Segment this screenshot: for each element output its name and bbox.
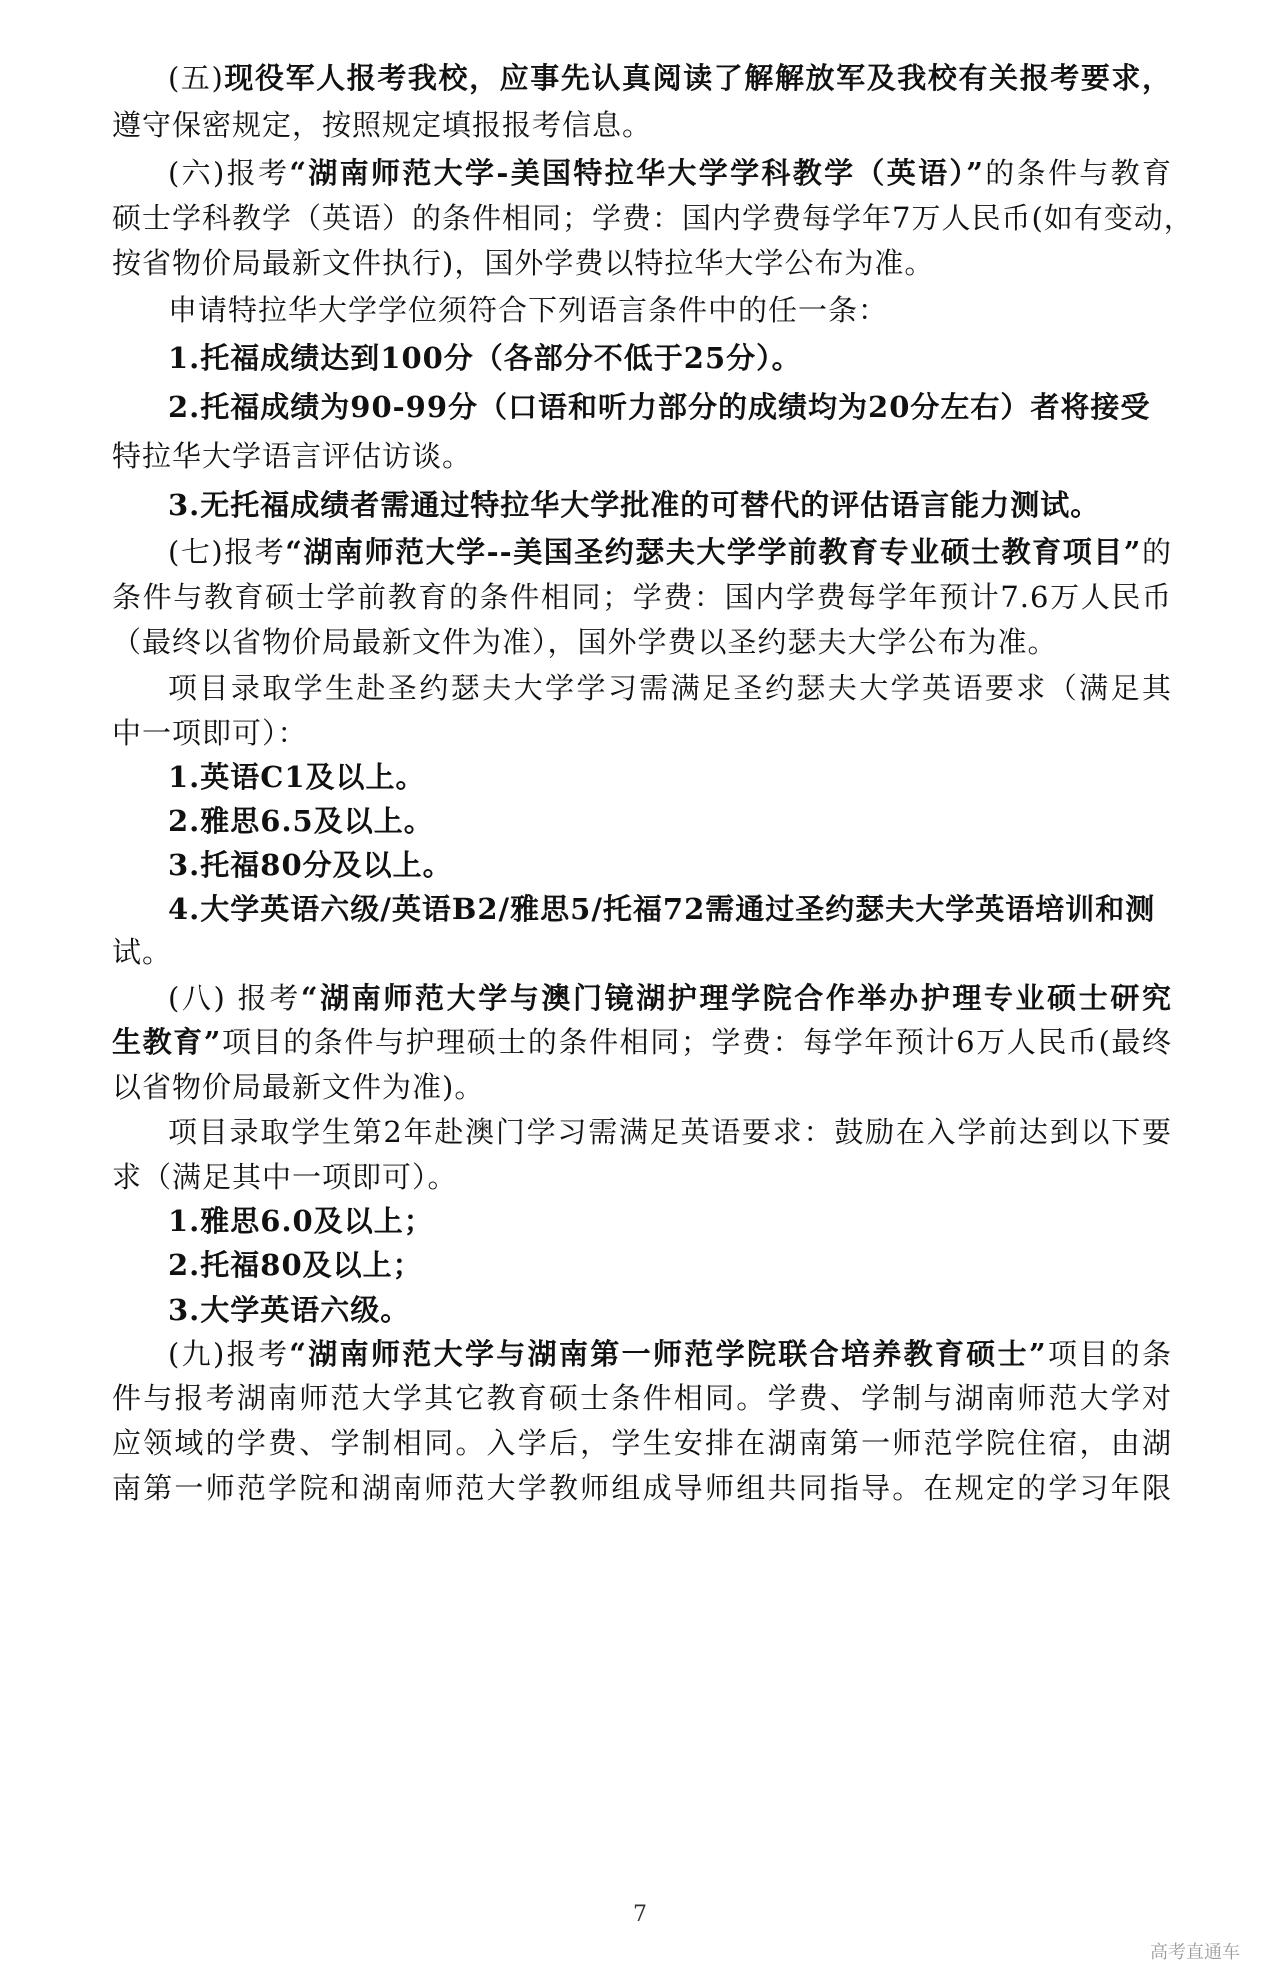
- toefl-item-2-line-1: 2.托福成绩为90-99分（口语和听力部分的成绩均为20分左右）者将接受: [168, 390, 1151, 424]
- language-requirement-intro: 申请特拉华大学学位须符合下列语言条件中的任一条：: [168, 293, 889, 327]
- paragraph-9-line-1: (九)报考“湖南师范大学与湖南第一师范学院联合培养教育硕士”项目的条: [168, 1337, 1172, 1371]
- st-joseph-item-1: 1.英语C1及以上。: [168, 760, 426, 794]
- st-joseph-item-4-line-1: 4.大学英语六级/英语B2/雅思5/托福72需通过圣约瑟夫大学英语培训和测: [168, 892, 1156, 926]
- paragraph-5-line-1: (五)现役军人报考我校，应事先认真阅读了解解放军及我校有关报考要求，: [168, 61, 1172, 95]
- macau-item-2: 2.托福80及以上；: [168, 1248, 423, 1282]
- toefl-item-1: 1.托福成绩达到100分（各部分不低于25分）。: [168, 341, 802, 375]
- macau-english-line-2: 求（满足其中一项即可）。: [112, 1160, 458, 1194]
- watermark-text: 高考直通车: [1150, 1942, 1240, 1963]
- paragraph-6-line-2: 硕士学科教学（英语）的条件相同；学费：国内学费每学年7万人民币(如有变动，: [112, 201, 1194, 235]
- paragraph-6-line-1: (六)报考“湖南师范大学-美国特拉华大学学科教学（英语）”的条件与教育: [168, 156, 1172, 190]
- macau-english-line-1: 项目录取学生第2年赴澳门学习需满足英语要求：鼓励在入学前达到以下要: [168, 1115, 1172, 1149]
- paragraph-6-line-3: 按省物价局最新文件执行)，国外学费以特拉华大学公布为准。: [112, 246, 935, 280]
- page-number: 7: [633, 1902, 647, 1927]
- st-joseph-english-line-1: 项目录取学生赴圣约瑟夫大学学习需满足圣约瑟夫大学英语要求（满足其: [168, 671, 1172, 705]
- paragraph-9-line-3: 应领域的学费、学制相同。入学后，学生安排在湖南第一师范学院住宿，由湖: [112, 1426, 1172, 1460]
- paragraph-7-line-2: 条件与教育硕士学前教育的条件相同；学费：国内学费每学年预计7.6万人民币: [112, 580, 1172, 614]
- paragraph-8-line-3: 以省物价局最新文件为准)。: [112, 1070, 485, 1104]
- paragraph-8-line-1: (八) 报考“湖南师范大学与澳门镜湖护理学院合作举办护理专业硕士研究: [168, 981, 1172, 1015]
- st-joseph-english-line-2: 中一项即可）：: [112, 716, 308, 750]
- paragraph-7-line-3: （最终以省物价局最新文件为准），国外学费以圣约瑟夫大学公布为准。: [112, 625, 1058, 659]
- paragraph-9-line-2: 件与报考湖南师范大学其它教育硕士条件相同。学费、学制与湖南师范大学对: [112, 1381, 1172, 1415]
- st-joseph-item-2: 2.雅思6.5及以上。: [168, 804, 434, 838]
- st-joseph-item-3: 3.托福80分及以上。: [168, 848, 453, 882]
- toefl-item-3: 3.无托福成绩者需通过特拉华大学批准的可替代的评估语言能力测试。: [168, 488, 1101, 522]
- macau-item-1: 1.雅思6.0及以上；: [168, 1204, 434, 1238]
- paragraph-5-line-2: 遵守保密规定，按照规定填报报考信息。: [112, 108, 653, 142]
- paragraph-8-line-2: 生教育”项目的条件与护理硕士的条件相同；学费：每学年预计6万人民币(最终: [112, 1025, 1172, 1059]
- toefl-item-2-line-2: 特拉华大学语言评估访谈。: [112, 439, 473, 473]
- macau-item-3: 3.大学英语六级。: [168, 1293, 411, 1327]
- paragraph-7-line-1: (七)报考“湖南师范大学--美国圣约瑟夫大学学前教育专业硕士教育项目”的: [168, 535, 1172, 569]
- paragraph-9-line-4: 南第一师范学院和湖南师范大学教师组成导师组共同指导。在规定的学习年限: [112, 1471, 1172, 1505]
- st-joseph-item-4-line-2: 试。: [112, 935, 173, 969]
